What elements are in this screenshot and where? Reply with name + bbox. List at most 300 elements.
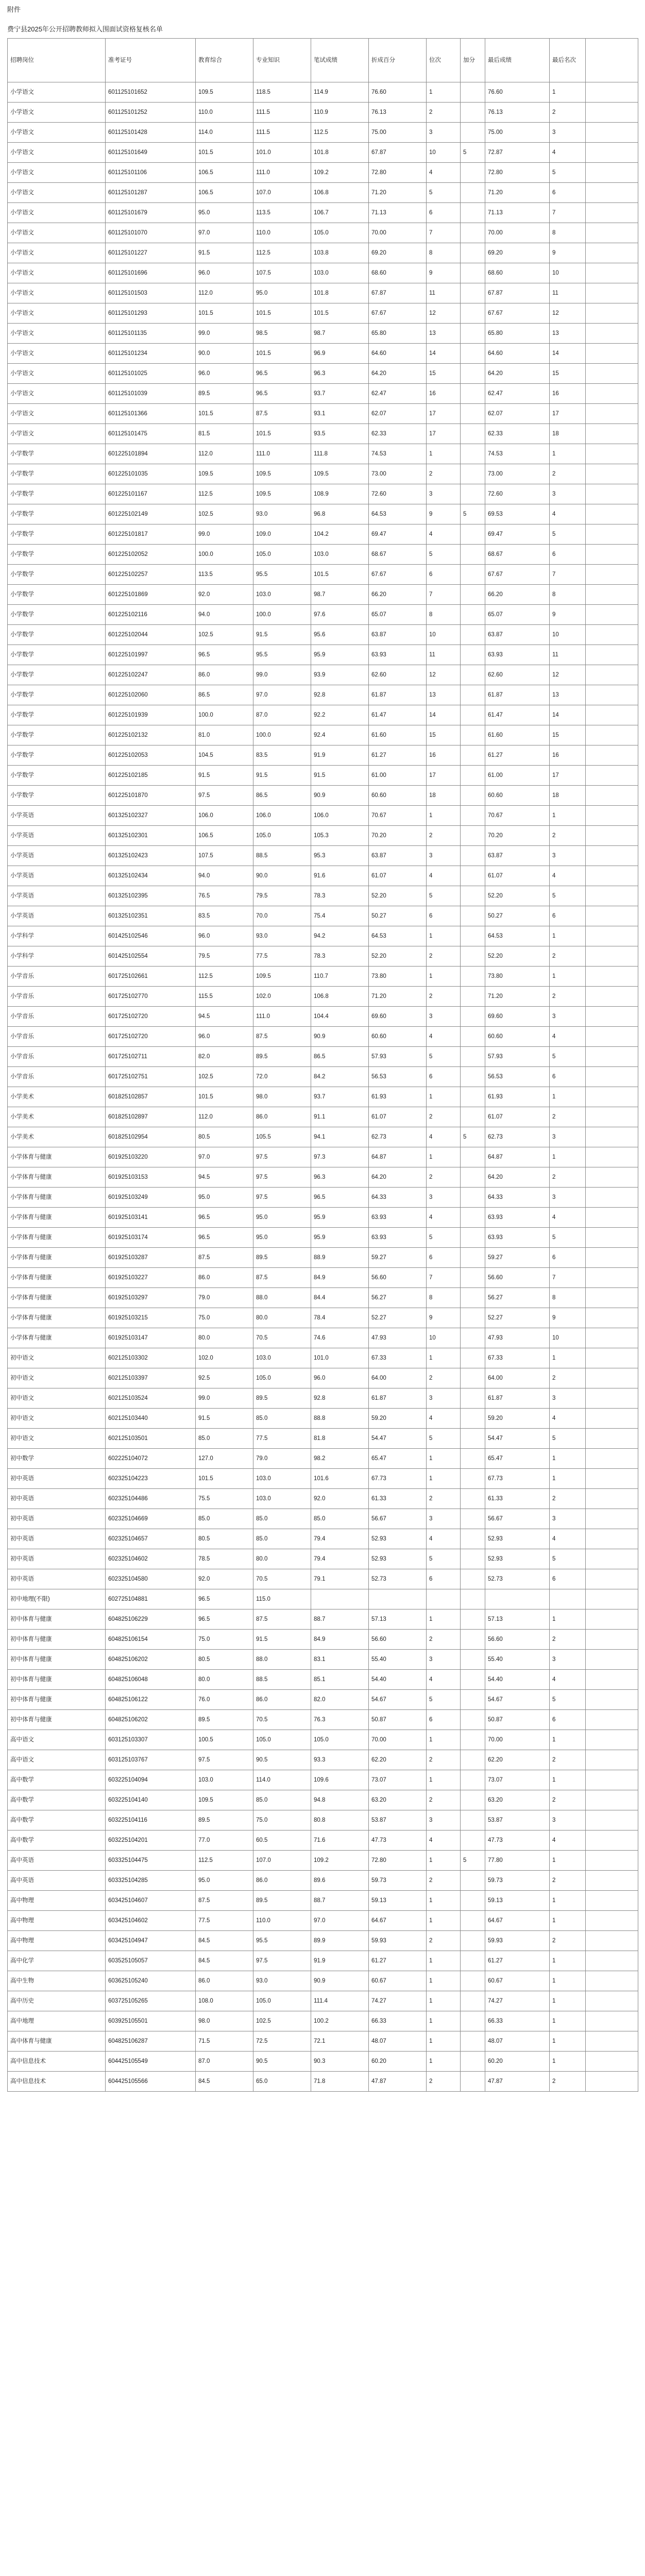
cell-bonus [461, 866, 485, 886]
cell-ticket-number: 601125101070 [106, 223, 196, 243]
cell-education-score: 97.0 [196, 223, 253, 243]
cell-written-score: 103.8 [311, 243, 369, 263]
cell-education-score: 87.5 [196, 1248, 253, 1268]
table-row [8, 263, 638, 283]
cell-percent-score: 59.20 [369, 1409, 427, 1429]
cell-written-score: 96.8 [311, 504, 369, 524]
cell-rank: 1 [427, 2011, 461, 2031]
cell-professional-score: 70.5 [253, 1569, 311, 1589]
cell-professional-score: 113.5 [253, 203, 311, 223]
cell-position: 小学语文 [8, 103, 106, 123]
cell-ticket-number: 601125101106 [106, 163, 196, 183]
cell-education-score: 127.0 [196, 1449, 253, 1469]
cell-professional-score: 70.5 [253, 1710, 311, 1730]
cell-bonus [461, 1831, 485, 1851]
cell-written-score: 109.6 [311, 1770, 369, 1790]
cell-rank: 2 [427, 1750, 461, 1770]
cell-written-score: 98.7 [311, 324, 369, 344]
cell-rank: 1 [427, 806, 461, 826]
table-row [8, 906, 638, 926]
cell-final-score: 62.73 [485, 1127, 550, 1147]
cell-final-rank: 1 [550, 967, 586, 987]
cell-final-rank: 5 [550, 163, 586, 183]
cell-final-score: 70.00 [485, 1730, 550, 1750]
cell-rank: 2 [427, 946, 461, 967]
cell-written-score: 88.7 [311, 1609, 369, 1630]
cell-position: 高中语文 [8, 1730, 106, 1750]
cell-final-rank: 3 [550, 1810, 586, 1831]
cell-professional-score: 112.5 [253, 243, 311, 263]
cell-note [586, 1690, 638, 1710]
cell-position: 小学数学 [8, 625, 106, 645]
cell-final-score: 75.00 [485, 123, 550, 143]
table-row [8, 1971, 638, 1991]
cell-position: 小学数学 [8, 484, 106, 504]
cell-written-score: 92.4 [311, 725, 369, 745]
cell-percent-score: 68.60 [369, 263, 427, 283]
cell-education-score: 99.0 [196, 524, 253, 545]
cell-bonus [461, 364, 485, 384]
cell-rank: 3 [427, 1509, 461, 1529]
table-row [8, 1630, 638, 1650]
table-row [8, 1167, 638, 1188]
cell-final-rank: 1 [550, 926, 586, 946]
cell-ticket-number: 601125101234 [106, 344, 196, 364]
cell-position: 初中英语 [8, 1549, 106, 1569]
cell-rank: 11 [427, 283, 461, 303]
cell-written-score: 93.9 [311, 665, 369, 685]
cell-rank: 16 [427, 745, 461, 766]
cell-note [586, 364, 638, 384]
cell-professional-score: 95.5 [253, 645, 311, 665]
cell-position: 小学语文 [8, 424, 106, 444]
cell-professional-score: 75.0 [253, 1810, 311, 1831]
cell-final-rank: 5 [550, 886, 586, 906]
cell-rank: 7 [427, 223, 461, 243]
cell-ticket-number: 601225102060 [106, 685, 196, 705]
cell-percent-score: 70.67 [369, 806, 427, 826]
cell-written-score: 88.9 [311, 1248, 369, 1268]
cell-note [586, 1208, 638, 1228]
table-row [8, 1429, 638, 1449]
cell-ticket-number: 601225102132 [106, 725, 196, 745]
cell-position: 高中地理 [8, 2011, 106, 2031]
cell-education-score: 87.0 [196, 2052, 253, 2072]
cell-percent-score: 54.67 [369, 1690, 427, 1710]
table-row [8, 504, 638, 524]
cell-bonus [461, 1489, 485, 1509]
cell-ticket-number: 601825102897 [106, 1107, 196, 1127]
cell-final-score: 69.60 [485, 1007, 550, 1027]
cell-bonus [461, 1750, 485, 1770]
cell-written-score: 109.2 [311, 163, 369, 183]
cell-written-score: 93.5 [311, 424, 369, 444]
cell-education-score: 86.0 [196, 665, 253, 685]
cell-final-rank: 2 [550, 1871, 586, 1891]
cell-bonus [461, 1529, 485, 1549]
table-row [8, 1509, 638, 1529]
cell-rank: 4 [427, 1529, 461, 1549]
table-row [8, 1931, 638, 1951]
cell-note [586, 1549, 638, 1569]
cell-position: 初中语文 [8, 1429, 106, 1449]
cell-final-score: 59.73 [485, 1871, 550, 1891]
cell-final-rank: 5 [550, 524, 586, 545]
cell-ticket-number: 601225102053 [106, 745, 196, 766]
cell-education-score: 102.0 [196, 1348, 253, 1368]
cell-professional-score: 105.0 [253, 545, 311, 565]
table-row [8, 705, 638, 725]
cell-professional-score: 106.0 [253, 806, 311, 826]
cell-ticket-number: 601325102327 [106, 806, 196, 826]
cell-written-score: 101.8 [311, 143, 369, 163]
cell-ticket-number: 603225104094 [106, 1770, 196, 1790]
cell-position: 初中语文 [8, 1368, 106, 1388]
cell-education-score: 106.5 [196, 183, 253, 203]
cell-note [586, 1951, 638, 1971]
cell-rank: 1 [427, 1911, 461, 1931]
cell-rank: 6 [427, 1710, 461, 1730]
cell-written-score: 96.5 [311, 1188, 369, 1208]
table-row [8, 123, 638, 143]
table-row [8, 1911, 638, 1931]
cell-position: 初中语文 [8, 1388, 106, 1409]
cell-note [586, 1509, 638, 1529]
cell-percent-score: 76.13 [369, 103, 427, 123]
cell-note [586, 1851, 638, 1871]
cell-professional-score: 103.0 [253, 585, 311, 605]
cell-percent-score: 54.47 [369, 1429, 427, 1449]
cell-ticket-number: 601925103147 [106, 1328, 196, 1348]
cell-final-score: 62.47 [485, 384, 550, 404]
table-row [8, 886, 638, 906]
table-row [8, 786, 638, 806]
cell-professional-score: 91.5 [253, 1630, 311, 1650]
cell-written-score: 91.9 [311, 745, 369, 766]
cell-final-rank: 6 [550, 1248, 586, 1268]
cell-professional-score: 60.5 [253, 1831, 311, 1851]
cell-final-score: 63.93 [485, 1208, 550, 1228]
cell-professional-score: 77.5 [253, 1429, 311, 1449]
cell-bonus [461, 2072, 485, 2092]
cell-note [586, 1650, 638, 1670]
cell-percent-score: 61.87 [369, 685, 427, 705]
cell-percent-score: 55.40 [369, 1650, 427, 1670]
cell-ticket-number: 601925103215 [106, 1308, 196, 1328]
cell-bonus [461, 1268, 485, 1288]
cell-rank: 5 [427, 1549, 461, 1569]
cell-bonus [461, 886, 485, 906]
cell-final-rank: 4 [550, 1027, 586, 1047]
table-row [8, 946, 638, 967]
cell-education-score: 94.0 [196, 605, 253, 625]
cell-rank: 2 [427, 987, 461, 1007]
cell-final-score: 56.60 [485, 1268, 550, 1288]
cell-final-rank: 2 [550, 1489, 586, 1509]
cell-rank: 1 [427, 82, 461, 103]
cell-professional-score: 98.0 [253, 1087, 311, 1107]
cell-education-score: 78.5 [196, 1549, 253, 1569]
cell-written-score: 114.9 [311, 82, 369, 103]
cell-percent-score: 52.27 [369, 1308, 427, 1328]
table-row [8, 524, 638, 545]
cell-bonus [461, 82, 485, 103]
cell-final-rank: 11 [550, 283, 586, 303]
cell-percent-score: 63.93 [369, 1208, 427, 1228]
cell-bonus [461, 645, 485, 665]
cell-percent-score: 73.07 [369, 1770, 427, 1790]
cell-professional-score: 102.5 [253, 2011, 311, 2031]
cell-ticket-number: 601225102247 [106, 665, 196, 685]
cell-position: 小学数学 [8, 685, 106, 705]
cell-professional-score: 79.5 [253, 886, 311, 906]
cell-rank: 1 [427, 1991, 461, 2011]
table-row [8, 1288, 638, 1308]
cell-final-rank: 11 [550, 645, 586, 665]
cell-ticket-number: 604825106202 [106, 1650, 196, 1670]
cell-ticket-number: 601925103220 [106, 1147, 196, 1167]
cell-bonus [461, 705, 485, 725]
cell-ticket-number: 601125101039 [106, 384, 196, 404]
cell-percent-score: 65.80 [369, 324, 427, 344]
table-row [8, 464, 638, 484]
cell-final-rank: 1 [550, 1770, 586, 1790]
cell-professional-score: 65.0 [253, 2072, 311, 2092]
cell-final-score: 47.87 [485, 2072, 550, 2092]
cell-percent-score: 48.07 [369, 2031, 427, 2052]
cell-ticket-number: 602225104072 [106, 1449, 196, 1469]
cell-written-score: 88.8 [311, 1409, 369, 1429]
cell-position: 小学科学 [8, 946, 106, 967]
cell-final-rank: 6 [550, 1569, 586, 1589]
cell-rank: 9 [427, 504, 461, 524]
cell-education-score: 100.5 [196, 1730, 253, 1750]
table-row [8, 967, 638, 987]
cell-final-score: 62.07 [485, 404, 550, 424]
table-row [8, 404, 638, 424]
cell-position: 小学数学 [8, 645, 106, 665]
cell-percent-score: 70.00 [369, 223, 427, 243]
cell-education-score: 112.5 [196, 484, 253, 504]
cell-bonus: 5 [461, 1851, 485, 1871]
cell-position: 小学音乐 [8, 1007, 106, 1027]
cell-written-score: 94.8 [311, 1790, 369, 1810]
cell-written-score: 76.3 [311, 1710, 369, 1730]
cell-professional-score: 90.0 [253, 866, 311, 886]
cell-position: 小学数学 [8, 504, 106, 524]
cell-position: 小学语文 [8, 303, 106, 324]
cell-final-score: 67.73 [485, 1469, 550, 1489]
cell-professional-score: 95.0 [253, 283, 311, 303]
cell-percent-score: 47.73 [369, 1831, 427, 1851]
table-row [8, 2052, 638, 2072]
cell-position: 初中体育与健康 [8, 1670, 106, 1690]
cell-bonus [461, 1087, 485, 1107]
cell-education-score: 102.5 [196, 504, 253, 524]
cell-written-score: 94.2 [311, 926, 369, 946]
cell-note [586, 283, 638, 303]
cell-final-score: 64.33 [485, 1188, 550, 1208]
cell-rank: 6 [427, 1569, 461, 1589]
cell-education-score: 92.0 [196, 585, 253, 605]
cell-bonus [461, 1911, 485, 1931]
cell-rank [427, 1589, 461, 1609]
cell-ticket-number: 602125103440 [106, 1409, 196, 1429]
cell-position: 小学音乐 [8, 1047, 106, 1067]
cell-position: 初中英语 [8, 1529, 106, 1549]
cell-rank: 4 [427, 1208, 461, 1228]
table-row [8, 303, 638, 324]
cell-final-rank: 15 [550, 725, 586, 745]
cell-final-score: 52.20 [485, 946, 550, 967]
cell-final-rank: 17 [550, 404, 586, 424]
cell-final-score: 74.53 [485, 444, 550, 464]
cell-rank: 4 [427, 1027, 461, 1047]
table-row [8, 2072, 638, 2092]
cell-position: 小学语文 [8, 183, 106, 203]
cell-rank: 3 [427, 1388, 461, 1409]
cell-final-rank: 2 [550, 1750, 586, 1770]
cell-percent-score: 64.67 [369, 1911, 427, 1931]
cell-final-rank [550, 1589, 586, 1609]
cell-note [586, 243, 638, 263]
cell-ticket-number: 601725102661 [106, 967, 196, 987]
cell-education-score: 85.0 [196, 1429, 253, 1449]
cell-rank: 1 [427, 1469, 461, 1489]
cell-percent-score: 62.60 [369, 665, 427, 685]
cell-education-score: 75.5 [196, 1489, 253, 1509]
cell-note [586, 1529, 638, 1549]
cell-rank: 17 [427, 766, 461, 786]
cell-education-score: 80.5 [196, 1650, 253, 1670]
cell-position: 小学语文 [8, 243, 106, 263]
cell-ticket-number: 601225101997 [106, 645, 196, 665]
cell-final-score: 71.20 [485, 987, 550, 1007]
cell-ticket-number: 603125103307 [106, 1730, 196, 1750]
cell-percent-score: 67.87 [369, 143, 427, 163]
cell-education-score: 83.5 [196, 906, 253, 926]
cell-note [586, 2011, 638, 2031]
cell-final-rank: 1 [550, 1991, 586, 2011]
cell-rank: 4 [427, 1409, 461, 1429]
cell-ticket-number: 602125103501 [106, 1429, 196, 1449]
cell-professional-score: 101.0 [253, 143, 311, 163]
cell-position: 高中化学 [8, 1951, 106, 1971]
cell-note [586, 1810, 638, 1831]
cell-final-score: 70.20 [485, 826, 550, 846]
cell-bonus [461, 1509, 485, 1529]
cell-ticket-number: 602325104669 [106, 1509, 196, 1529]
cell-final-rank: 2 [550, 103, 586, 123]
cell-note [586, 223, 638, 243]
cell-position: 小学体育与健康 [8, 1208, 106, 1228]
cell-ticket-number: 601825102857 [106, 1087, 196, 1107]
cell-professional-score: 93.0 [253, 504, 311, 524]
cell-education-score: 92.0 [196, 1569, 253, 1589]
cell-education-score: 84.5 [196, 2072, 253, 2092]
cell-ticket-number: 603225104201 [106, 1831, 196, 1851]
cell-position: 小学数学 [8, 545, 106, 565]
cell-final-rank: 6 [550, 183, 586, 203]
cell-rank: 14 [427, 705, 461, 725]
cell-ticket-number: 601125101287 [106, 183, 196, 203]
cell-rank: 5 [427, 183, 461, 203]
cell-education-score: 104.5 [196, 745, 253, 766]
cell-rank: 6 [427, 1248, 461, 1268]
cell-rank: 2 [427, 1167, 461, 1188]
cell-ticket-number: 601125101652 [106, 82, 196, 103]
cell-percent-score: 61.47 [369, 705, 427, 725]
cell-bonus [461, 1549, 485, 1569]
cell-note [586, 1107, 638, 1127]
cell-ticket-number: 601125101366 [106, 404, 196, 424]
cell-education-score: 81.0 [196, 725, 253, 745]
document-title: 费宁县2025年公开招聘教师拟入围面试资格复核名单 [7, 25, 163, 33]
cell-percent-score: 65.07 [369, 605, 427, 625]
cell-written-score: 92.2 [311, 705, 369, 725]
cell-final-score: 64.67 [485, 1911, 550, 1931]
cell-ticket-number: 601425102554 [106, 946, 196, 967]
cell-final-score: 61.07 [485, 1107, 550, 1127]
cell-bonus [461, 987, 485, 1007]
cell-final-rank: 5 [550, 1228, 586, 1248]
cell-written-score: 84.4 [311, 1288, 369, 1308]
cell-rank: 2 [427, 1489, 461, 1509]
cell-ticket-number: 603525105057 [106, 1951, 196, 1971]
cell-note [586, 1670, 638, 1690]
cell-education-score: 84.5 [196, 1931, 253, 1951]
cell-bonus [461, 1871, 485, 1891]
cell-percent-score: 56.60 [369, 1630, 427, 1650]
cell-bonus: 5 [461, 1127, 485, 1147]
cell-position: 小学美术 [8, 1107, 106, 1127]
cell-position: 高中数学 [8, 1831, 106, 1851]
cell-education-score: 94.5 [196, 1167, 253, 1188]
cell-note [586, 444, 638, 464]
table-row [8, 1891, 638, 1911]
cell-education-score: 102.5 [196, 1067, 253, 1087]
cell-rank: 7 [427, 1268, 461, 1288]
cell-professional-score: 70.5 [253, 1328, 311, 1348]
cell-final-rank: 10 [550, 1328, 586, 1348]
cell-final-score: 61.27 [485, 745, 550, 766]
cell-rank: 1 [427, 926, 461, 946]
cell-note [586, 745, 638, 766]
cell-bonus [461, 1007, 485, 1027]
cell-written-score: 100.2 [311, 2011, 369, 2031]
cell-professional-score: 86.0 [253, 1107, 311, 1127]
cell-bonus [461, 524, 485, 545]
cell-education-score: 75.0 [196, 1308, 253, 1328]
cell-final-score: 48.07 [485, 2031, 550, 2052]
cell-rank: 2 [427, 103, 461, 123]
cell-final-score: 64.20 [485, 364, 550, 384]
cell-final-score: 68.60 [485, 263, 550, 283]
table-row [8, 987, 638, 1007]
cell-position: 小学体育与健康 [8, 1167, 106, 1188]
cell-note [586, 1228, 638, 1248]
cell-percent-score: 52.93 [369, 1549, 427, 1569]
table-row [8, 1810, 638, 1831]
cell-professional-score: 105.0 [253, 826, 311, 846]
cell-percent-score: 63.87 [369, 846, 427, 866]
cell-ticket-number: 604825106154 [106, 1630, 196, 1650]
cell-final-rank: 13 [550, 324, 586, 344]
cell-note [586, 1730, 638, 1750]
cell-professional-score: 109.5 [253, 967, 311, 987]
cell-education-score: 101.5 [196, 303, 253, 324]
header-professional-score: 专业知识 [253, 39, 311, 82]
